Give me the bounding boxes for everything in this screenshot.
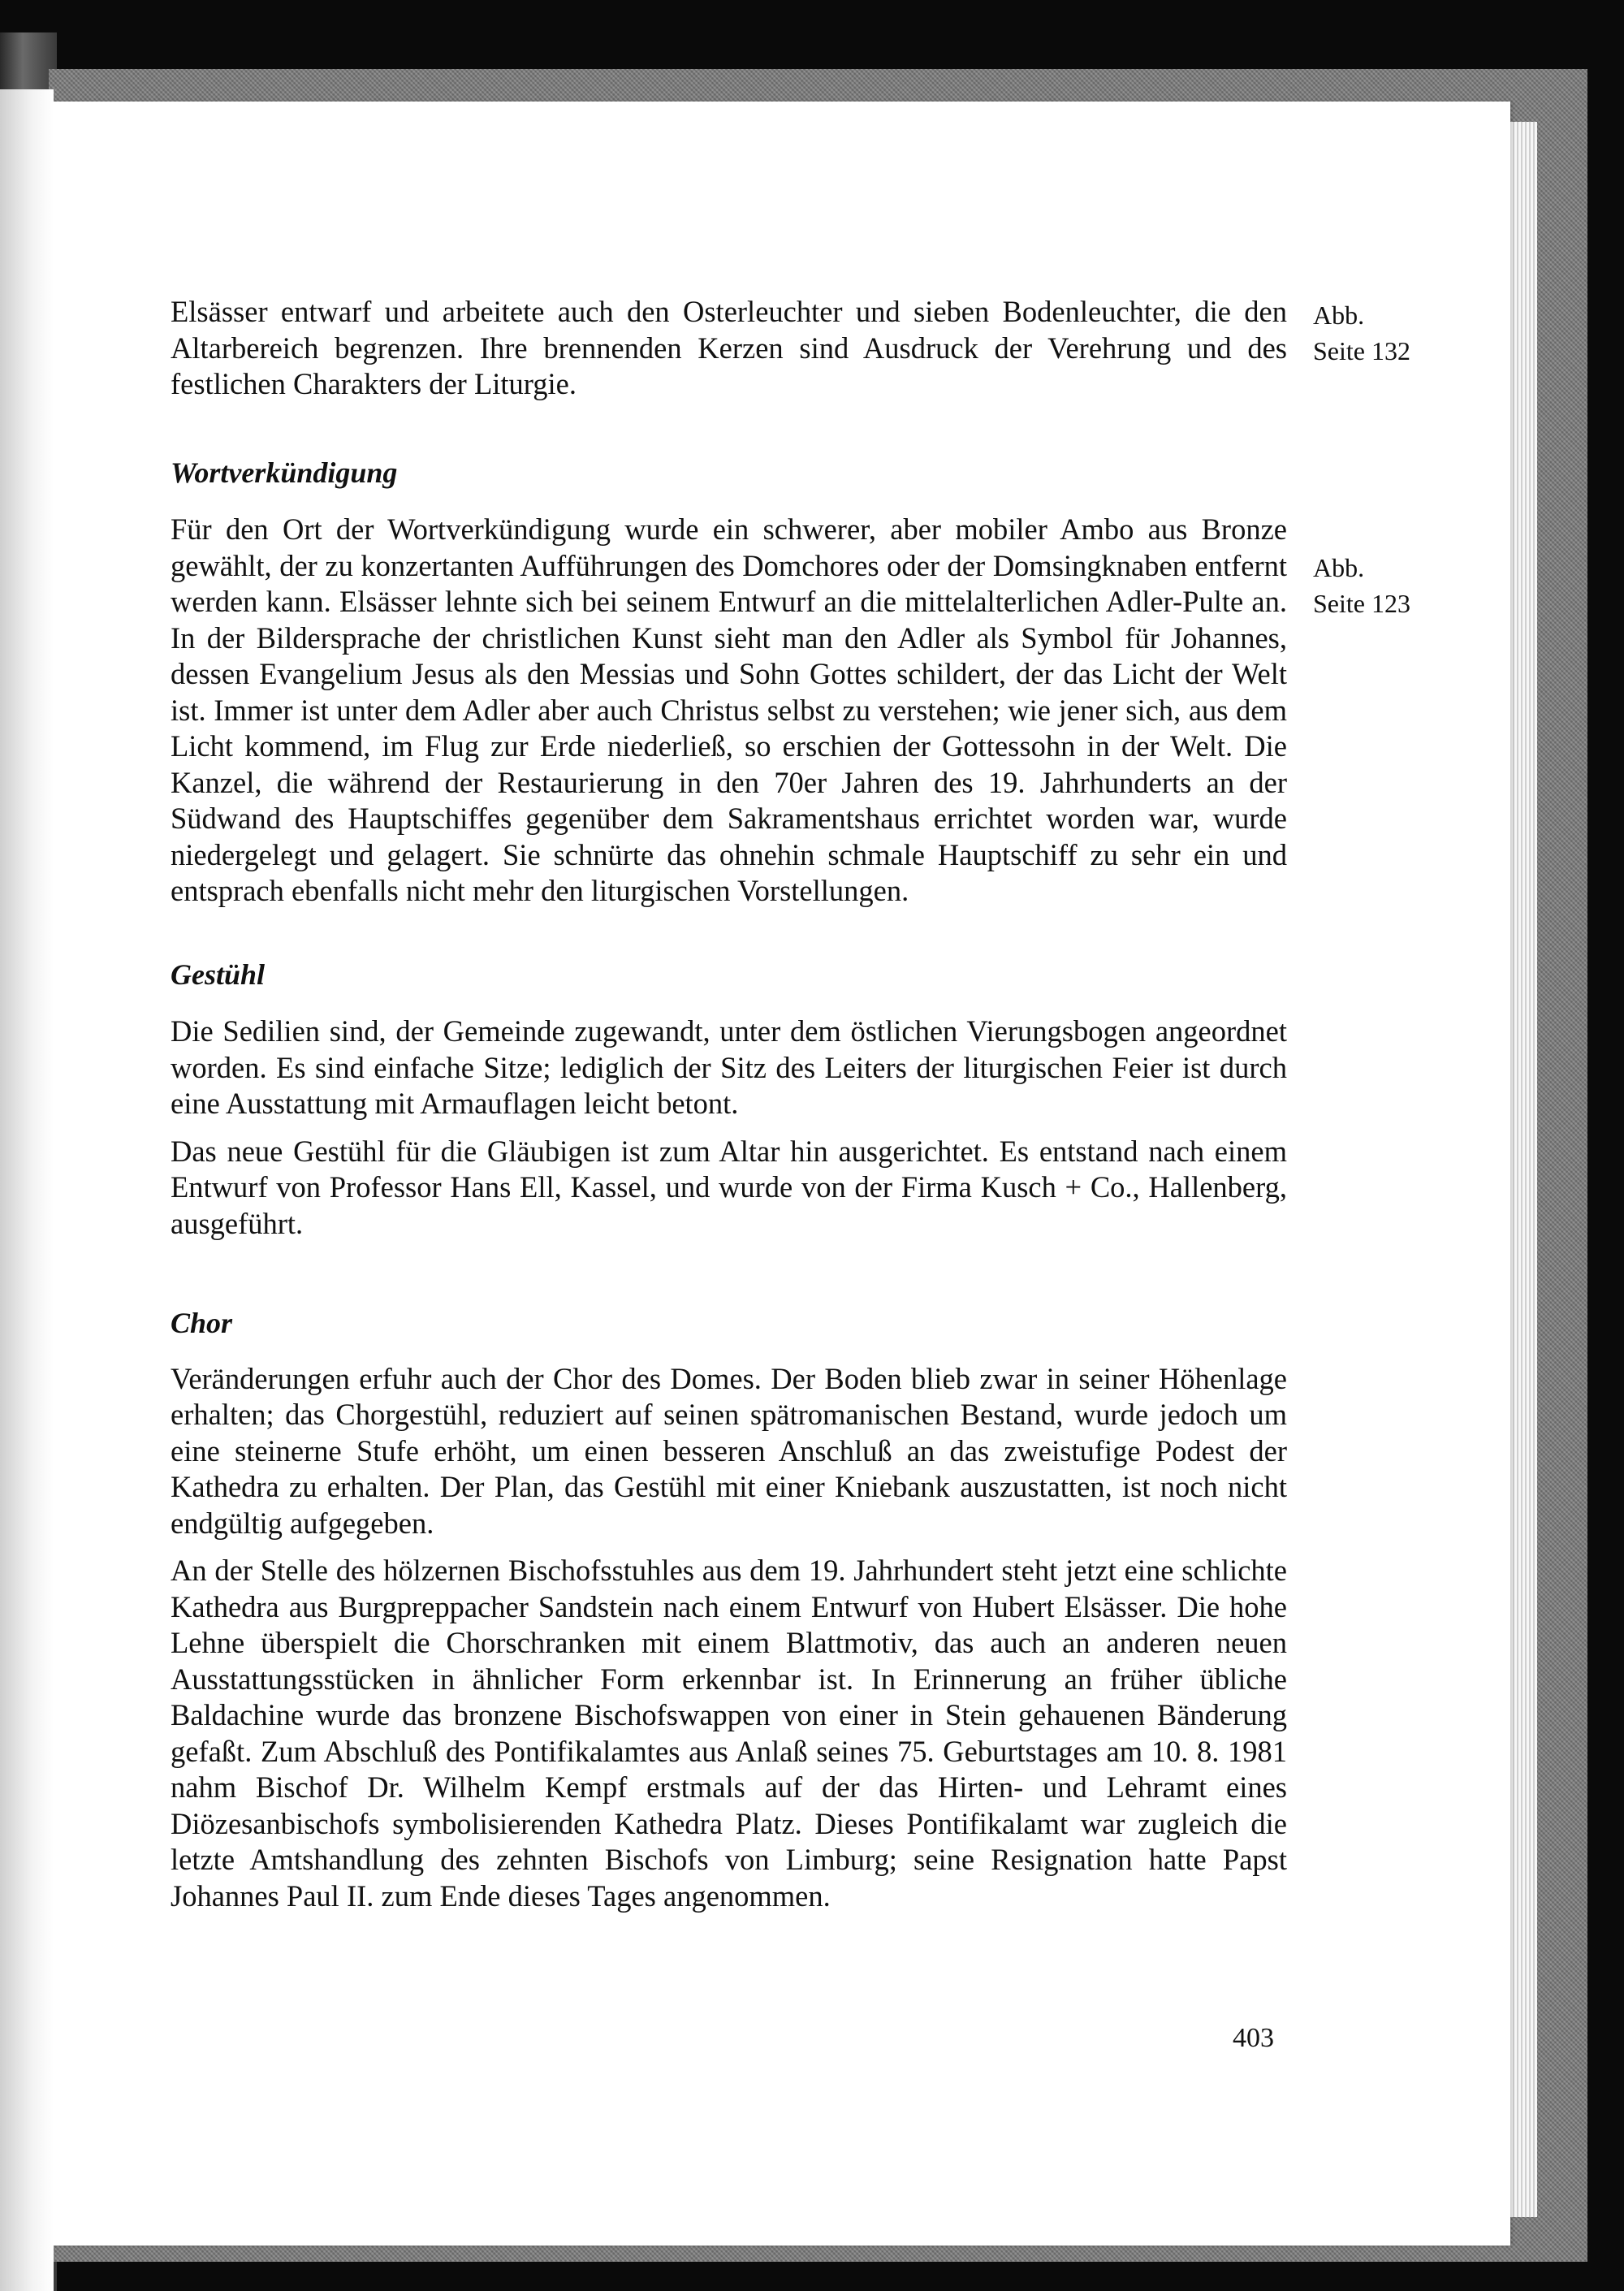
margin-note-page: Seite 123 [1313,589,1410,618]
section-heading-gestuehl: Gestühl [171,957,266,991]
margin-note-figure-ref [1313,550,1410,621]
margin-note-page: Seite 132 [1313,336,1410,365]
page-number: 403 [1233,2023,1274,2053]
section-heading-chor: Chor [171,1307,233,1339]
section-paragraph: Das neue Gestühl für die Gläubigen ist zum Altar hin ausgerichtet. Es entstand nach einem Entwurf von Professor Hans Ell, Kassel, und wurde von der Firma Kusch + Co., Hallenberg, ausgeführt. [171,1134,1287,1240]
page-body-text [171,294,1287,1926]
section-paragraph: Veränderungen erfuhr auch der Chor des Domes. Der Boden blieb zwar in seiner Höhenlage erhalten; das Chorgestühl, reduziert auf seinen spätromanischen Bestand, wurde jedoch um eine steinerne Stufe erhöht, um einen besseren Anschluß an das zweistufige Podest der Kathedra zu erhalten. Der Plan, das Gestühl mit einer Kniebank auszustatten, ist noch nicht endgültig aufgegeben. [171,1361,1287,1540]
section-paragraph: Für den Ort der Wortverkündigung wurde ein schwerer, aber mobiler Ambo aus Bronze gewählt, der zu konzertanten Aufführungen des Domchores oder der Domsingknaben entfernt werden kann. Elsässer lehnte sich bei seinem Entwurf an die mittelalterlichen Adler-Pulte an. In der Bildersprache der christlichen Kunst sieht man den Adler als Symbol für Johannes, dessen Evangelium Jesus als den Messias und Sohn Gottes schildert, der das Licht der Welt ist. Immer ist unter dem Adler aber auch Christus selbst zu verstehen; wie jener sich, aus dem Licht kommend, im Flug zur Erde niederließ, so erschien der Gottessohn in der Welt. Die Kanzel, die während der Restaurierung in den 70er Jahren des 19. Jahrhunderts an der Südwand des Hauptschiffes gegenüber dem Sakramentshaus errichtet worden war, wurde niedergelegt und gelagert. Sie schnürte das ohnehin schmale Hauptschiff zu sehr ein und entsprach ebenfalls nicht mehr den liturgischen Vorstellungen. [171,512,1287,907]
margin-note-label: Abb. [1313,553,1365,582]
intro-paragraph: Elsässer entwarf und arbeitete auch den Osterleuchter und sieben Bodenleuchter, die den Altarbereich begrenzen. Ihre brennenden Kerzen sind Ausdruck der Verehrung und des festlichen Charakters der Liturgie. [171,295,1287,400]
section-paragraph: Die Sedilien sind, der Gemeinde zugewandt, unter dem östlichen Vierungsbogen angeordnet worden. Es sind einfache Sitze; lediglich der Sitz des Leiters der liturgischen Feier ist durch eine Ausstattung mit Armauflagen leicht betont. [171,1014,1287,1120]
margin-note-figure-ref [1313,297,1410,369]
section-heading-wortverkuendigung: Wortverkündigung [171,456,398,489]
margin-note-label: Abb. [1313,300,1365,330]
facing-page-edge [0,89,54,2291]
section-paragraph: An der Stelle des hölzernen Bischofsstuhles aus dem 19. Jahrhundert steht jetzt eine schlichte Kathedra aus Burgpreppacher Sandstein nach einem Entwurf von Hubert Elsässer. Die hohe Lehne überspielt die Chorschranken mit einem Blattmotiv, das auch an anderen neuen Ausstattungsstücken in ähnlicher Form erkennbar ist. In Erinnerung an früher übliche Baldachine wurde das bronzene Bischofswappen von einer in Stein gehauenen Bänderung gefaßt. Zum Abschluß des Pontifikalamtes aus Anlaß seines 75. Geburtstages am 10. 8. 1981 nahm Bischof Dr. Wilhelm Kempf erstmals auf der das Hirten- und Lehramt eines Diözesanbischofs symbolisierenden Kathedra Platz. Dieses Pontifikalamt war zugleich die letzte Amtshandlung des zehnten Bischofs von Limburg; seine Resignation hatte Papst Johannes Paul II. zum Ende dieses Tages angenommen. [171,1554,1287,1913]
